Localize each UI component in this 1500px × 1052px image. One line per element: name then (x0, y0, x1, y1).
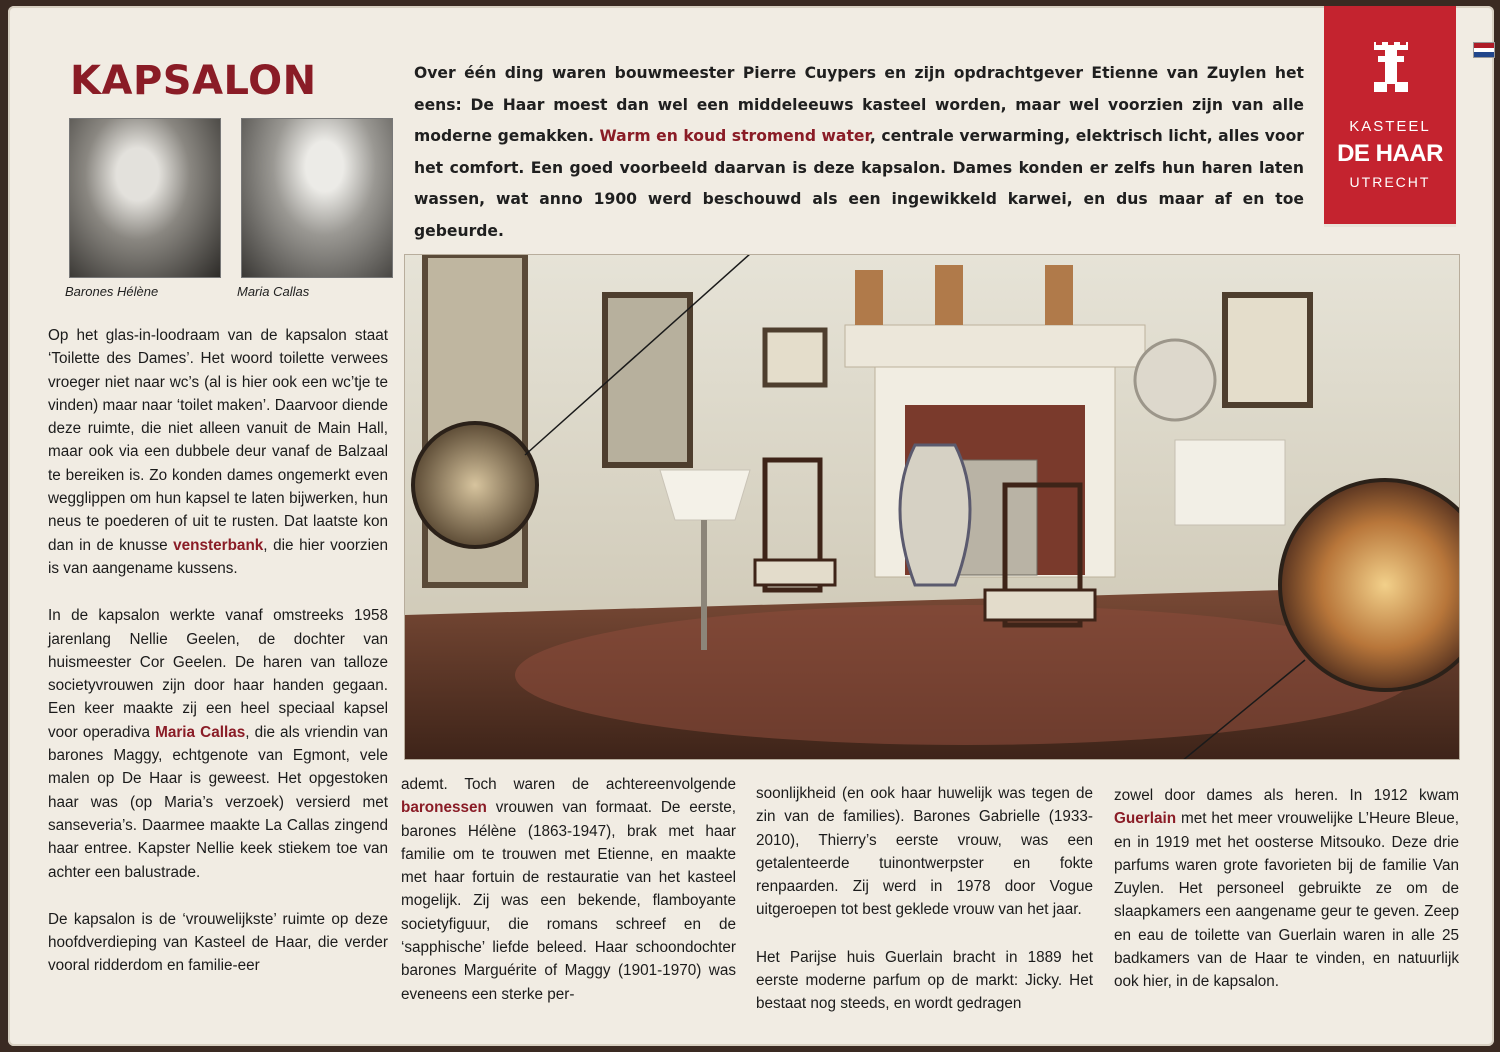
paragraph-text: soonlijkheid (en ook haar huwelijk was tegen de zin van de families). Barones Gabrielle (1933-2010), Thierry’s eerste vrouw, was een getalenteerde tuinontwerpster en fokte renpaarden. Zij werd in 1978 door Vogue uitgeroepen tot best geklede vrouw van het jaar. (756, 785, 1093, 919)
dutch-flag-icon (1473, 42, 1495, 58)
intro-part: Over één ding waren bouwmeester Pierre Cuypers en zijn opdrachtgever Etienne van Zuylen het eens: De Haar moest dan wel een middeleeuws kasteel worden, maar wel voorzien zijn van alle moderne gemakken. (414, 64, 1304, 145)
text-column-2 (401, 773, 736, 1030)
salon-photo (404, 254, 1460, 760)
text-column-4 (1114, 784, 1459, 1018)
salon-room-illustration (405, 255, 1459, 759)
logo-text-kasteel: KASTEEL (1349, 118, 1431, 135)
intro-text (414, 58, 1304, 247)
paragraph-text: De kapsalon is de ‘vrouwelijkste’ ruimte op deze hoofdverdieping van Kasteel de Haar, die verder vooral ridderdom en familie-eer (48, 910, 388, 975)
paragraph-text: met het meer vrouwelijke L’Heure Bleue, en in 1919 met het oosterse Mitsouko. Deze drie parfums waren grote favorieten bij de familie Van Zuylen. Het personeel gebruikte ze om de slaapkamers een aangename geur te geven. Zeep en eau de toilette van Guerlain waren in alle 25 badkamers van de Haar te vinden, en natuurlijk ook hier, in de kapsalon. (1114, 810, 1459, 991)
info-panel (8, 6, 1494, 1046)
highlight-term: vensterbank (173, 536, 264, 554)
paragraph-text: , die als vriendin van barones Maggy, echtgenote van Egmont, vele malen op De Haar is geweest. Het opgestoken haar was (op Maria’s verzoek) versierd met sanseveria’s. Daarmee maakte La Callas zingend haar entree. Kapster Nellie keek stiekem toe van achter een balustrade. (48, 723, 389, 881)
paragraph-text: In de kapsalon werkte vanaf omstreeks 1958 jarenlang Nellie Geelen, de dochter van huismeester Cor Geelen. De haren van talloze societyvrouwen zijn door haar handen gegaan. Een keer maakte zij een heel speciaal kapsel voor operadiva (48, 607, 388, 741)
portrait-barones-helene (69, 118, 221, 278)
castle-crest-icon (1374, 42, 1408, 92)
portrait-maria-callas (241, 118, 393, 278)
kasteel-de-haar-logo (1324, 6, 1456, 227)
paragraph-text: Op het glas-in-loodraam van de kapsalon staat ‘Toilette des Dames’. Het woord toilette verwees vroeger niet naar wc’s (al is hier ook een wc’tje te vinden) maar naar ‘toilet maken’. Daarvoor diende deze ruimte, die niet alleen vanuit de Main Hall, maar ook via een dubbele deur vanaf de Balzaal te bereiken is. Zo konden dames ongemerkt even wegglippen om hun kapsel te laten bijwerken, hun neus te poederen of uit te rusten. Dat laatste kon dan in de knusse (48, 327, 388, 554)
text-column-1 (48, 324, 388, 1002)
paragraph-text: Het Parijse huis Guerlain bracht in 1889 het eerste moderne parfum op de markt: Jicky. Het bestaat nog steeds, en wordt gedragen (756, 948, 1093, 1013)
paragraph-text: , die hier voorzien is van aangename kussens. (48, 536, 388, 577)
highlight-term: Guerlain (1114, 810, 1177, 828)
highlight-term: Maria Callas (155, 723, 246, 741)
logo-text-utrecht: UTRECHT (1349, 174, 1431, 190)
page-title: KAPSALON (70, 58, 317, 104)
highlight-term: Warm en koud stromend water (599, 127, 870, 145)
paragraph-text: zowel door dames als heren. In 1912 kwam (1114, 787, 1459, 804)
paragraph-text: ademt. Toch waren de achtereenvolgende (401, 776, 736, 793)
portrait-caption: Maria Callas (237, 284, 310, 299)
intro-part: , centrale verwarming, elektrisch licht, alles voor het comfort. Een goed voorbeeld daarvan is deze kapsalon. Dames konden er zelfs hun haren laten wassen, wat anno 1900 werd beschouwd als een ingewikkeld karwei, en dus maar af en toe gebeurde. (414, 127, 1304, 240)
portrait-caption: Barones Hélène (65, 284, 159, 299)
text-column-3 (756, 782, 1093, 1040)
paragraph-text: vrouwen van formaat. De eerste, barones Hélène (1863-1947), brak met haar familie om te trouwen met Etienne, en maakte met haar fortuin de restauratie van het kasteel mogelijk. Zij was een bekende, flamboyante societyfiguur, die romans schreef en de ‘sapphische’ liefde beleed. Haar schoondochter barones Marguérite of Maggy (1901-1970) was eveneens een sterke per- (401, 799, 736, 1003)
highlight-term: baronessen (401, 799, 487, 817)
logo-text-de-haar: DE HAAR (1337, 140, 1443, 167)
